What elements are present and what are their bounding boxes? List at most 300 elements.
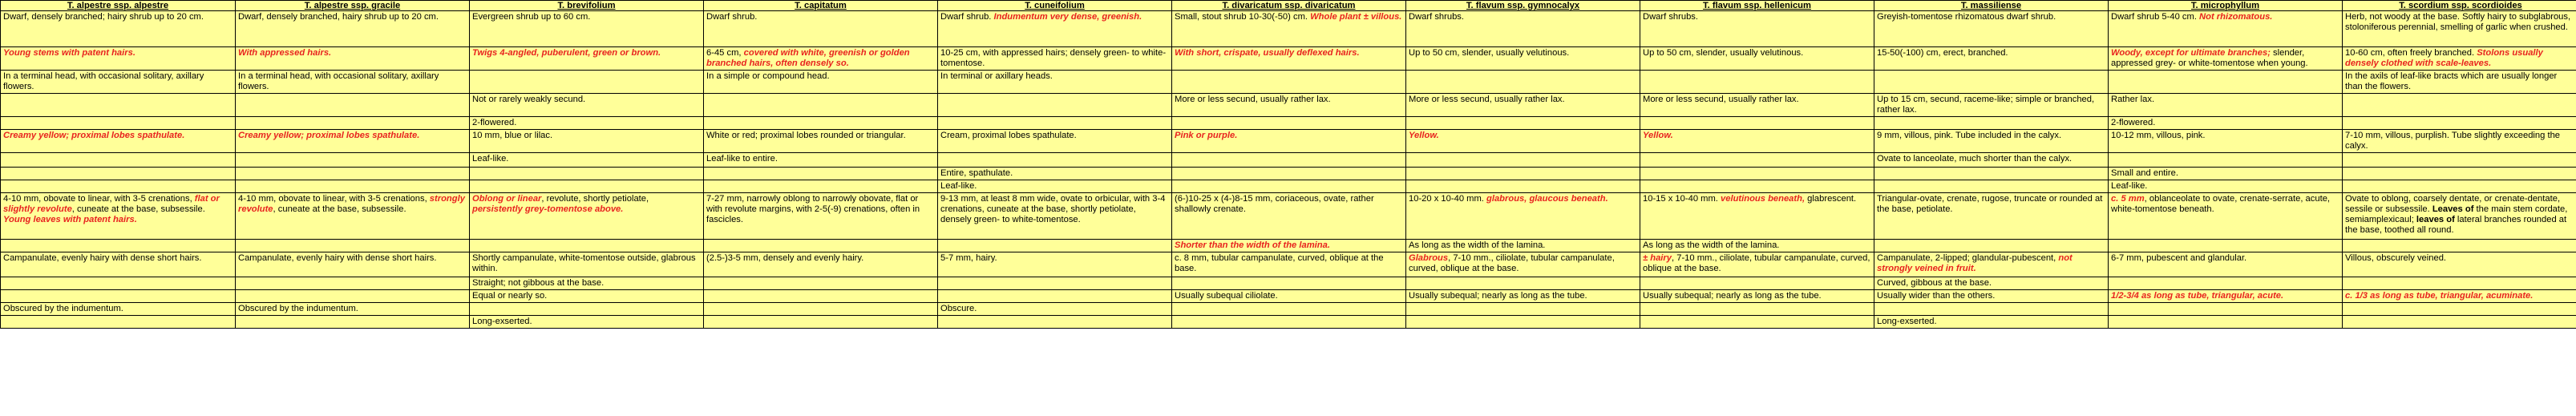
- table-row: [1, 193, 2576, 240]
- table-cell: [2109, 168, 2343, 180]
- table-cell: [938, 130, 1172, 153]
- table-cell: [1, 180, 236, 193]
- table-body: [1, 11, 2576, 329]
- table-cell: [1172, 11, 1406, 47]
- table-cell: [1640, 240, 1874, 252]
- table-cell: [2109, 277, 2343, 290]
- table-row: [1, 11, 2576, 47]
- column-header: T. flavum ssp. gymnocalyx: [1406, 1, 1640, 11]
- cell-text: Rather lax.: [2111, 95, 2155, 104]
- cell-text: 10-25 cm, with appressed hairs; densely green- to white-tomentose.: [940, 48, 1167, 68]
- cell-text: In a terminal head, with occasional solitary, axillary flowers.: [3, 71, 204, 91]
- cell-text: Usually subequal ciliolate.: [1175, 291, 1278, 301]
- table-cell: [1172, 240, 1406, 252]
- table-row: [1, 277, 2576, 290]
- cell-text: Greyish-tomentose rhizomatous dwarf shrub.: [1877, 12, 2056, 22]
- cell-text: In a simple or compound head.: [706, 71, 830, 81]
- cell-text: , cuneate at the base, subsessile.: [273, 204, 406, 214]
- cell-text: leaves of: [2416, 215, 2455, 224]
- table-row: [1, 168, 2576, 180]
- cell-text: 4-10 mm, obovate to linear, with 3-5 crenations,: [3, 194, 195, 204]
- table-cell: [2343, 94, 2576, 117]
- cell-text: 4-10 mm, obovate to linear, with 3-5 crenations,: [238, 194, 430, 204]
- table-cell: [2109, 303, 2343, 316]
- table-cell: [2343, 290, 2576, 303]
- highlighted-text: Indumentum very dense, greenish.: [993, 12, 1142, 22]
- table-cell: [1640, 303, 1874, 316]
- cell-text: c. 8 mm, tubular campanulate, curved, oblique at the base.: [1175, 253, 1384, 273]
- table-cell: [1874, 277, 2109, 290]
- cell-text: (6-)10-25 x (4-)8-15 mm, coriaceous, ovate, rather shallowly crenate.: [1175, 194, 1374, 214]
- highlighted-text: persistently grey-tomentose above.: [472, 204, 624, 214]
- table-cell: [236, 252, 470, 277]
- table-cell: [2343, 240, 2576, 252]
- cell-text: 2-flowered.: [472, 118, 517, 127]
- table-cell: [1172, 290, 1406, 303]
- table-cell: [236, 180, 470, 193]
- highlighted-text: Yellow.: [1409, 131, 1439, 140]
- table-cell: [2109, 193, 2343, 240]
- highlighted-text: Whole plant ± villous.: [1310, 12, 1402, 22]
- cell-text: 10-20 x 10-40 mm.: [1409, 194, 1487, 204]
- cell-text: , revolute, shortly petiolate,: [541, 194, 649, 204]
- table-cell: [1874, 316, 2109, 329]
- table-cell: [704, 290, 938, 303]
- table-cell: [1640, 290, 1874, 303]
- cell-text: Herb, not woody at the base. Softly hairy to subglabrous, stoloniferous perennial, smelling of garlic when crushed.: [2345, 12, 2571, 32]
- table-cell: [1406, 303, 1640, 316]
- table-cell: [1, 252, 236, 277]
- cell-text: In a terminal head, with occasional solitary, axillary flowers.: [238, 71, 439, 91]
- cell-text: Villous, obscurely veined.: [2345, 253, 2447, 263]
- table-cell: [236, 277, 470, 290]
- table-row: [1, 94, 2576, 117]
- highlighted-text: Young leaves with patent hairs.: [3, 215, 137, 224]
- table-cell: [2109, 153, 2343, 168]
- table-cell: [2109, 11, 2343, 47]
- table-cell: [2109, 117, 2343, 130]
- table-cell: [1, 47, 236, 71]
- table-row: [1, 130, 2576, 153]
- table-cell: [1, 290, 236, 303]
- table-cell: [236, 130, 470, 153]
- table-cell: [470, 240, 704, 252]
- table-cell: [470, 180, 704, 193]
- table-cell: [938, 240, 1172, 252]
- cell-text: 9-13 mm, at least 8 mm wide, ovate to orbicular, with 3-4 crenations, cuneate at the base, shortly petiolate, densely green- to white-tomentose.: [940, 194, 1166, 224]
- highlighted-text: not strongly veined in fruit.: [1877, 253, 2073, 273]
- table-cell: [2109, 47, 2343, 71]
- table-cell: [704, 180, 938, 193]
- table-cell: [1172, 180, 1406, 193]
- table-cell: [236, 240, 470, 252]
- table-cell: [938, 117, 1172, 130]
- table-cell: [704, 130, 938, 153]
- table-row: [1, 153, 2576, 168]
- table-row: [1, 252, 2576, 277]
- table-cell: [1874, 303, 2109, 316]
- table-cell: [1, 240, 236, 252]
- table-cell: [938, 193, 1172, 240]
- table-row: [1, 290, 2576, 303]
- table-cell: [704, 252, 938, 277]
- table-cell: [1172, 316, 1406, 329]
- table-cell: [704, 277, 938, 290]
- table-cell: [1874, 94, 2109, 117]
- table-cell: [1172, 277, 1406, 290]
- table-cell: [1640, 117, 1874, 130]
- cell-text: Campanulate, evenly hairy with dense short hairs.: [238, 253, 437, 263]
- highlighted-text: Yellow.: [1643, 131, 1673, 140]
- table-cell: [470, 303, 704, 316]
- table-cell: [1, 153, 236, 168]
- table-cell: [704, 71, 938, 94]
- table-cell: [1874, 180, 2109, 193]
- cell-text: Straight; not gibbous at the base.: [472, 278, 605, 288]
- table-cell: [2343, 168, 2576, 180]
- table-cell: [1406, 94, 1640, 117]
- cell-text: Up to 50 cm, slender, usually velutinous.: [1409, 48, 1570, 58]
- table-cell: [2343, 277, 2576, 290]
- table-cell: [1874, 47, 2109, 71]
- table-cell: [704, 117, 938, 130]
- table-cell: [1406, 180, 1640, 193]
- highlighted-text: strongly revolute: [238, 194, 465, 214]
- table-cell: [1874, 193, 2109, 240]
- table-cell: [1406, 240, 1640, 252]
- table-cell: [938, 153, 1172, 168]
- highlighted-text: Oblong or linear: [472, 194, 542, 204]
- table-cell: [1, 130, 236, 153]
- column-header: T. alpestre ssp. alpestre: [1, 1, 236, 11]
- cell-text: Long-exserted.: [472, 317, 532, 326]
- cell-text: Small, stout shrub 10-30(-50) cm.: [1175, 12, 1311, 22]
- cell-text: 2-flowered.: [2111, 118, 2156, 127]
- column-header: T. alpestre ssp. gracile: [236, 1, 470, 11]
- table-cell: [2109, 252, 2343, 277]
- table-cell: [1640, 168, 1874, 180]
- cell-text: Obscured by the indumentum.: [238, 304, 358, 313]
- cell-text: Campanulate, evenly hairy with dense short hairs.: [3, 253, 202, 263]
- table-cell: [1874, 168, 2109, 180]
- highlighted-text: Creamy yellow; proximal lobes spathulate.: [3, 131, 185, 140]
- cell-text: Dwarf shrubs.: [1643, 12, 1699, 22]
- table-cell: [1874, 130, 2109, 153]
- table-cell: [1, 117, 236, 130]
- table-cell: [470, 316, 704, 329]
- table-cell: [1172, 117, 1406, 130]
- cell-text: Not or rarely weakly secund.: [472, 95, 586, 104]
- table-cell: [2343, 71, 2576, 94]
- cell-text: , cuneate at the base, subsessile.: [71, 204, 205, 214]
- table-cell: [2109, 71, 2343, 94]
- table-cell: [2109, 130, 2343, 153]
- cell-text: Ovate to lanceolate, much shorter than the calyx.: [1877, 154, 2073, 164]
- cell-text: slender, appressed grey- or white-tomentose when young.: [2111, 48, 2308, 68]
- table-cell: [1, 71, 236, 94]
- table-row: [1, 240, 2576, 252]
- table-cell: [704, 168, 938, 180]
- cell-text: Leaves of: [2432, 204, 2474, 214]
- cell-text: 10 mm, blue or lilac.: [472, 131, 553, 140]
- highlighted-text: 1/2-3/4 as long as tube, triangular, acute.: [2111, 291, 2284, 301]
- table-cell: [1406, 153, 1640, 168]
- highlighted-text: Shorter than the width of the lamina.: [1175, 240, 1330, 250]
- table-cell: [704, 316, 938, 329]
- cell-text: glabrescent.: [1805, 194, 1857, 204]
- table-cell: [1406, 11, 1640, 47]
- table-cell: [2343, 303, 2576, 316]
- highlighted-text: With short, crispate, usually deflexed hairs.: [1175, 48, 1360, 58]
- highlighted-text: Glabrous: [1409, 253, 1449, 263]
- cell-text: 15-50(-100) cm, erect, branched.: [1877, 48, 2008, 58]
- cell-text: Obscured by the indumentum.: [3, 304, 123, 313]
- table-cell: [1874, 71, 2109, 94]
- table-cell: [470, 252, 704, 277]
- table-row: [1, 180, 2576, 193]
- table-cell: [1, 168, 236, 180]
- table-cell: [1874, 240, 2109, 252]
- table-cell: [1640, 47, 1874, 71]
- cell-text: Evergreen shrub up to 60 cm.: [472, 12, 591, 22]
- table-row: [1, 303, 2576, 316]
- table-cell: [2343, 47, 2576, 71]
- table-cell: [1, 11, 236, 47]
- table-cell: [2109, 316, 2343, 329]
- table-cell: [1406, 252, 1640, 277]
- highlighted-text: velutinous beneath,: [1721, 194, 1806, 204]
- highlighted-text: c. 1/3 as long as tube, triangular, acuminate.: [2345, 291, 2534, 301]
- column-header: T. flavum ssp. hellenicum: [1640, 1, 1874, 11]
- table-cell: [2343, 117, 2576, 130]
- table-cell: [704, 240, 938, 252]
- table-cell: [2343, 252, 2576, 277]
- table-cell: [2343, 193, 2576, 240]
- table-cell: [1172, 47, 1406, 71]
- cell-text: , 7-10 mm., ciliolate, tubular campanulate, curved, oblique at the base.: [1643, 253, 1870, 273]
- table-cell: [1640, 153, 1874, 168]
- table-cell: [1172, 193, 1406, 240]
- table-cell: [1640, 11, 1874, 47]
- table-cell: [2109, 94, 2343, 117]
- highlighted-text: c. 5 mm: [2111, 194, 2145, 204]
- cell-text: As long as the width of the lamina.: [1409, 240, 1546, 250]
- cell-text: 5-7 mm, hairy.: [940, 253, 997, 263]
- table-cell: [1, 316, 236, 329]
- cell-text: Dwarf shrub.: [706, 12, 758, 22]
- table-cell: [1172, 153, 1406, 168]
- cell-text: Curved, gibbous at the base.: [1877, 278, 1992, 288]
- table-cell: [236, 47, 470, 71]
- table-cell: [1640, 277, 1874, 290]
- table-cell: [1406, 193, 1640, 240]
- table-cell: [938, 303, 1172, 316]
- table-cell: [1, 277, 236, 290]
- table-cell: [470, 153, 704, 168]
- table-cell: [1874, 290, 2109, 303]
- table-cell: [1406, 168, 1640, 180]
- cell-text: 10-12 mm, villous, pink.: [2111, 131, 2206, 140]
- cell-text: Entire, spathulate.: [940, 168, 1013, 178]
- table-cell: [1406, 71, 1640, 94]
- table-row: [1, 47, 2576, 71]
- table-cell: [704, 94, 938, 117]
- table-cell: [1406, 117, 1640, 130]
- table-cell: [2109, 180, 2343, 193]
- cell-text: Usually subequal; nearly as long as the tube.: [1409, 291, 1587, 301]
- table-cell: [236, 71, 470, 94]
- table-cell: [1874, 252, 2109, 277]
- cell-text: 7-27 mm, narrowly oblong to narrowly obovate, flat or with revolute margins, with 2-5(-9) crenations, often in fascicles.: [706, 194, 920, 224]
- cell-text: More or less secund, usually rather lax.: [1175, 95, 1331, 104]
- cell-text: 6-7 mm, pubescent and glandular.: [2111, 253, 2247, 263]
- cell-text: Dwarf shrub 5-40 cm.: [2111, 12, 2200, 22]
- table-cell: [236, 168, 470, 180]
- cell-text: Up to 15 cm, secund, raceme-like; simple or branched, rather lax.: [1877, 95, 2095, 115]
- cell-text: As long as the width of the lamina.: [1643, 240, 1780, 250]
- table-cell: [2343, 153, 2576, 168]
- column-header: T. microphyllum: [2109, 1, 2343, 11]
- table-cell: [938, 252, 1172, 277]
- table-cell: [2343, 130, 2576, 153]
- cell-text: , oblanceolate to ovate, crenate-serrate, acute, white-tomentose beneath.: [2111, 194, 2331, 214]
- cell-text: Campanulate, 2-lipped; glandular-pubescent,: [1877, 253, 2059, 263]
- table-cell: [938, 290, 1172, 303]
- cell-text: Dwarf, densely branched; hairy shrub up to 20 cm.: [3, 12, 204, 22]
- table-cell: [1640, 316, 1874, 329]
- cell-text: In the axils of leaf-like bracts which are usually longer than the flowers.: [2345, 71, 2558, 91]
- cell-text: Small and entire.: [2111, 168, 2178, 178]
- cell-text: Dwarf shrub.: [940, 12, 994, 22]
- table-cell: [938, 94, 1172, 117]
- highlighted-text: glabrous, glaucous beneath.: [1486, 194, 1608, 204]
- cell-text: 9 mm, villous, pink. Tube included in the calyx.: [1877, 131, 2062, 140]
- table-cell: [470, 168, 704, 180]
- table-cell: [1172, 71, 1406, 94]
- cell-text: White or red; proximal lobes rounded or triangular.: [706, 131, 906, 140]
- column-header: T. divaricatum ssp. divaricatum: [1172, 1, 1406, 11]
- cell-text: 7-10 mm, villous, purplish. Tube slightly exceeding the calyx.: [2345, 131, 2561, 151]
- table-cell: [470, 71, 704, 94]
- table-cell: [2109, 240, 2343, 252]
- column-header: T. cuneifolium: [938, 1, 1172, 11]
- table-cell: [704, 303, 938, 316]
- table-cell: [1172, 303, 1406, 316]
- table-cell: [938, 11, 1172, 47]
- cell-text: Triangular-ovate, crenate, rugose, truncate or rounded at the base, petiolate.: [1877, 194, 2103, 214]
- highlighted-text: Not rhizomatous.: [2199, 12, 2273, 22]
- cell-text: 6-45 cm,: [706, 48, 744, 58]
- column-header: T. capitatum: [704, 1, 938, 11]
- cell-text: More or less secund, usually rather lax.: [1643, 95, 1799, 104]
- table-cell: [1640, 130, 1874, 153]
- cell-text: Usually subequal; nearly as long as the tube.: [1643, 291, 1822, 301]
- table-cell: [1874, 11, 2109, 47]
- table-cell: [938, 71, 1172, 94]
- table-cell: [938, 277, 1172, 290]
- cell-text: Usually wider than the others.: [1877, 291, 1996, 301]
- highlighted-text: Creamy yellow; proximal lobes spathulate.: [238, 131, 420, 140]
- table-cell: [938, 180, 1172, 193]
- table-cell: [2109, 290, 2343, 303]
- table-cell: [2343, 11, 2576, 47]
- table-cell: [236, 11, 470, 47]
- table-cell: [236, 193, 470, 240]
- table-cell: [1172, 252, 1406, 277]
- table-cell: [470, 47, 704, 71]
- table-cell: [236, 94, 470, 117]
- table-cell: [1172, 130, 1406, 153]
- table-cell: [1640, 180, 1874, 193]
- column-header: T. massiliense: [1874, 1, 2109, 11]
- table-cell: [1172, 94, 1406, 117]
- cell-text: Leaf-like.: [940, 181, 977, 191]
- cell-text: Leaf-like to entire.: [706, 154, 778, 164]
- table-cell: [1406, 277, 1640, 290]
- cell-text: 10-60 cm, often freely branched.: [2345, 48, 2477, 58]
- table-cell: [236, 117, 470, 130]
- table-cell: [1640, 94, 1874, 117]
- table-cell: [236, 316, 470, 329]
- column-header: T. scordium ssp. scordioides: [2343, 1, 2576, 11]
- cell-text: the main stem cordate, semiamplexicaul;: [2345, 204, 2568, 224]
- cell-text: (2.5-)3-5 mm, densely and evenly hairy.: [706, 253, 864, 263]
- table-cell: [236, 153, 470, 168]
- cell-text: In terminal or axillary heads.: [940, 71, 1053, 81]
- table-cell: [1, 193, 236, 240]
- table-cell: [938, 316, 1172, 329]
- cell-text: Dwarf shrubs.: [1409, 12, 1465, 22]
- table-cell: [938, 168, 1172, 180]
- table-cell: [470, 130, 704, 153]
- cell-text: Dwarf, densely branched, hairy shrub up to 20 cm.: [238, 12, 439, 22]
- cell-text: Long-exserted.: [1877, 317, 1937, 326]
- table-cell: [2343, 316, 2576, 329]
- table-cell: [2343, 180, 2576, 193]
- table-cell: [1172, 168, 1406, 180]
- table-cell: [704, 47, 938, 71]
- table-row: [1, 71, 2576, 94]
- highlighted-text: Woody, except for ultimate branches;: [2111, 48, 2271, 58]
- highlighted-text: Pink or purple.: [1175, 131, 1238, 140]
- table-cell: [236, 303, 470, 316]
- table-cell: [704, 153, 938, 168]
- table-cell: [1640, 193, 1874, 240]
- table-cell: [1, 303, 236, 316]
- table-cell: [1874, 153, 2109, 168]
- table-cell: [704, 193, 938, 240]
- table-cell: [470, 277, 704, 290]
- table-cell: [470, 94, 704, 117]
- highlighted-text: ± hairy: [1643, 253, 1672, 263]
- table-cell: [704, 11, 938, 47]
- cell-text: Leaf-like.: [2111, 181, 2148, 191]
- cell-text: , 7-10 mm., ciliolate, tubular campanulate, curved, oblique at the base.: [1409, 253, 1615, 273]
- cell-text: Up to 50 cm, slender, usually velutinous.: [1643, 48, 1804, 58]
- table-cell: [1640, 252, 1874, 277]
- table-cell: [470, 193, 704, 240]
- header-row: [1, 1, 2576, 11]
- table-cell: [470, 290, 704, 303]
- cell-text: Leaf-like.: [472, 154, 509, 164]
- table-cell: [1640, 71, 1874, 94]
- table-cell: [1406, 47, 1640, 71]
- table-cell: [1406, 130, 1640, 153]
- cell-text: 10-15 x 10-40 mm.: [1643, 194, 1721, 204]
- table-cell: [1406, 290, 1640, 303]
- cell-text: Cream, proximal lobes spathulate.: [940, 131, 1077, 140]
- cell-text: Obscure.: [940, 304, 977, 313]
